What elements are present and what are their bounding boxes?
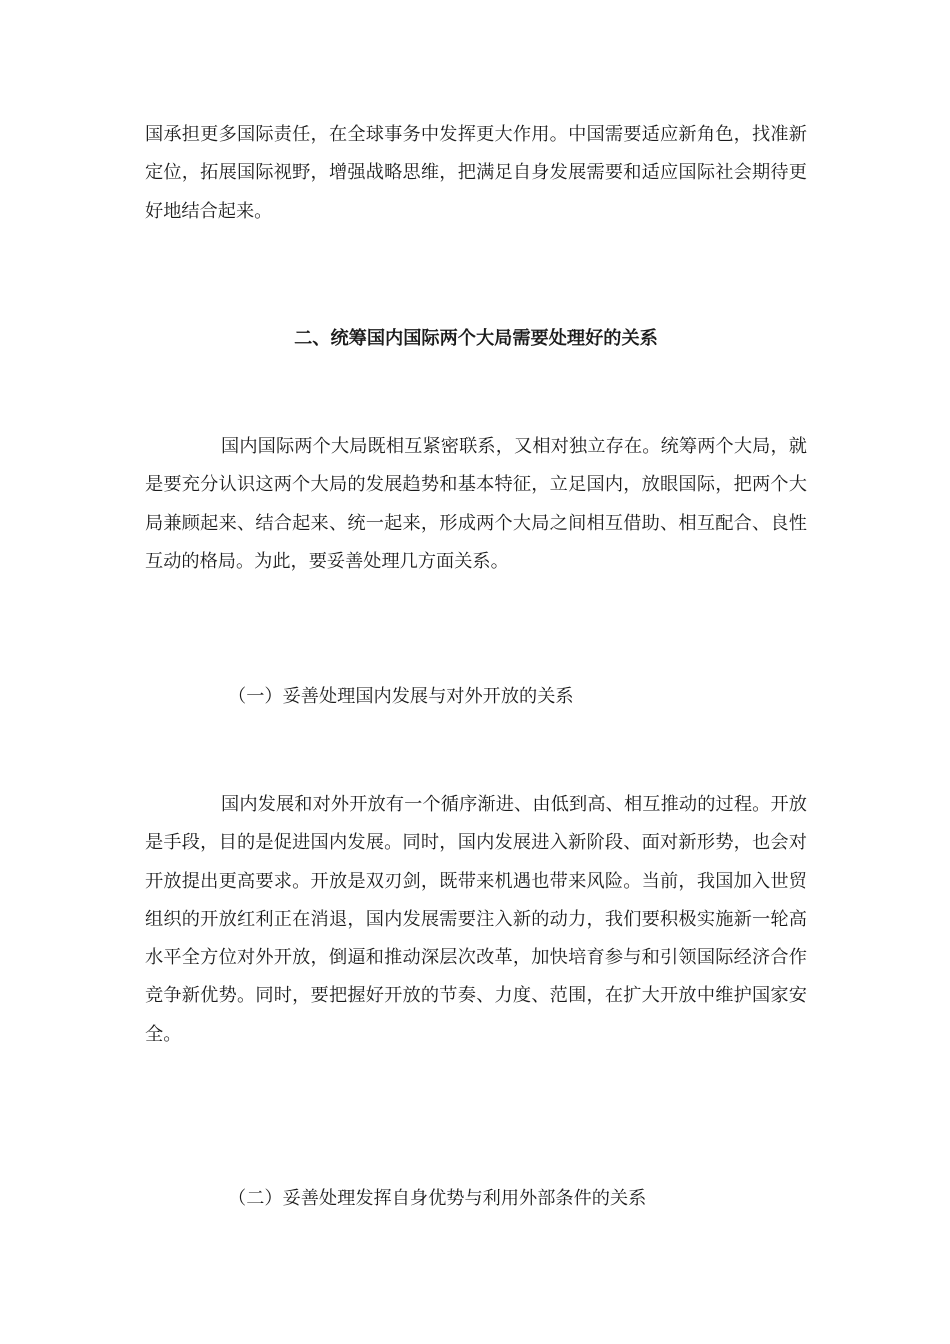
section-paragraph: 国内国际两个大局既相互紧密联系，又相对独立存在。统筹两个大局，就是要充分认识这两个大局的发展趋势和基本特征，立足国内，放眼国际，把两个大局兼顾起来、结合起来、统一起来，形成两个大局之间相互借助、相互配合、良性互动的格局。为此，要妥善处理几方面关系。 xyxy=(145,436,807,572)
section-heading: 二、统筹国内国际两个大局需要处理好的关系 xyxy=(294,328,658,349)
subsection-heading-1: （一）妥善处理国内发展与对外开放的关系 xyxy=(228,686,574,707)
intro-paragraph: 国承担更多国际责任，在全球事务中发挥更大作用。中国需要适应新角色，找准新定位，拓展国际视野，增强战略思维，把满足自身发展需要和适应国际社会期待更好地结合起来。 xyxy=(145,124,807,222)
subsection-heading-2: （二）妥善处理发挥自身优势与利用外部条件的关系 xyxy=(228,1188,647,1209)
subsection-1-paragraph: 国内发展和对外开放有一个循序渐进、由低到高、相互推动的过程。开放是手段，目的是促进国内发展。同时，国内发展进入新阶段、面对新形势，也会对开放提出更高要求。开放是双刃剑，既带来机遇也带来风险。当前，我国加入世贸组织的开放红利正在消退，国内发展需要注入新的动力，我们要积极实施新一轮高水平全方位对外开放，倒逼和推动深层次改革，加快培育参与和引领国际经济合作竞争新优势。同时，要把握好开放的节奏、力度、范围，在扩大开放中维护国家安全。 xyxy=(145,794,807,1045)
